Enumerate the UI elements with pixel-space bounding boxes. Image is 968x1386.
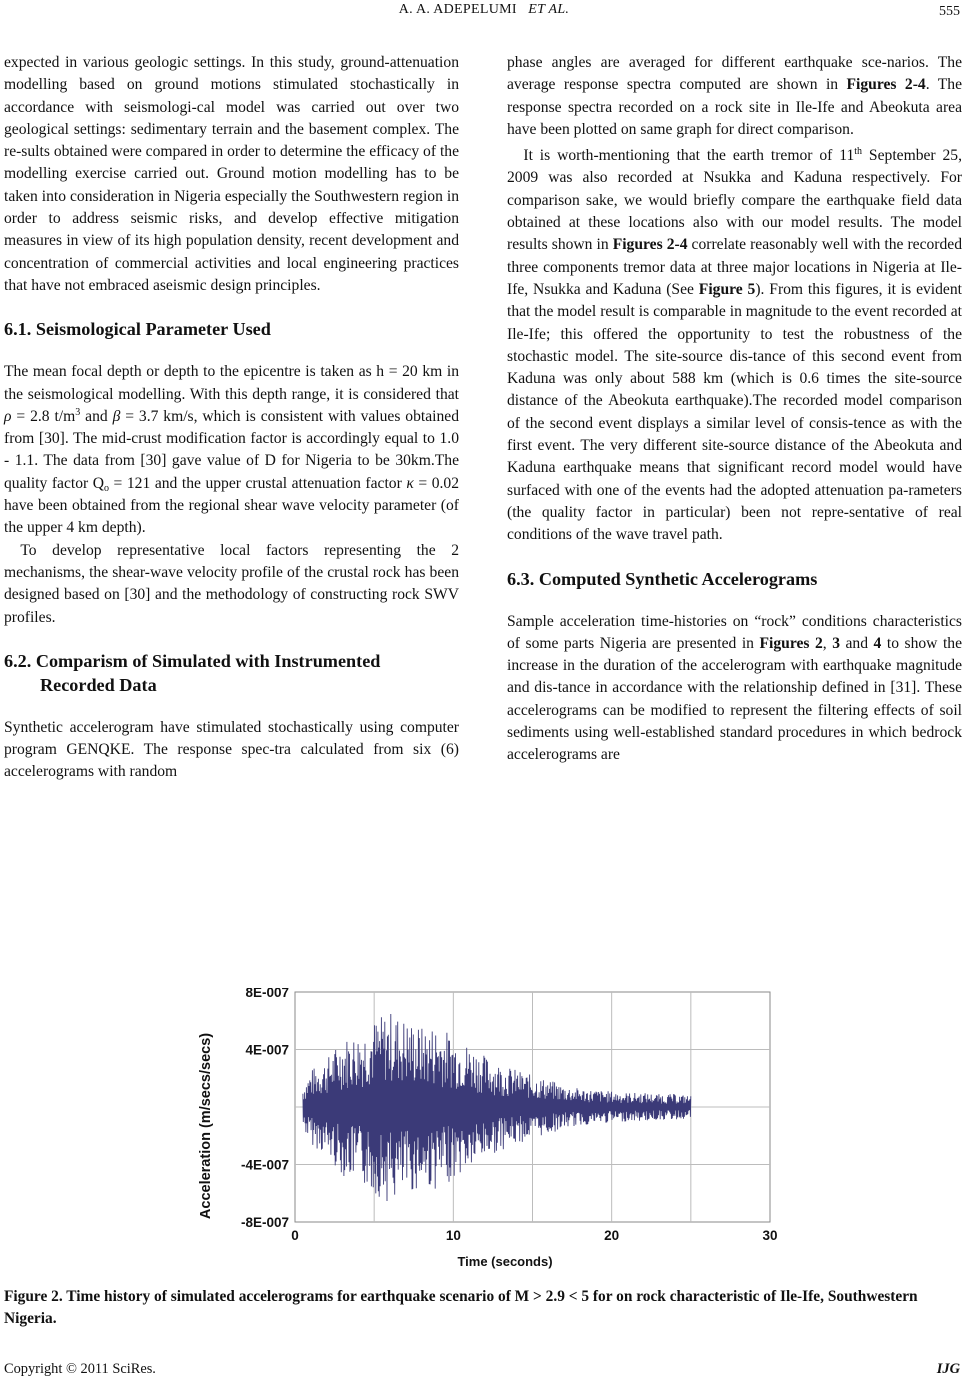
x-tick-label: 30 xyxy=(762,1228,778,1243)
y-tick-label: 4E-007 xyxy=(245,1042,289,1058)
section-heading-6-1: 6.1. Seismological Parameter Used xyxy=(4,319,271,340)
figure-reference[interactable]: Figures 2-4 xyxy=(612,236,688,254)
paragraph: Synthetic accelerogram have stimulated stochastically using computer program GENQKE. The response spec-tra calculated from six (6) accelerograms with random xyxy=(4,718,459,781)
figure-reference[interactable]: Figures 2 xyxy=(759,634,823,652)
section-heading-6-2: 6.2. Comparism of Simulated with Instrumented Recorded Data xyxy=(4,650,381,695)
journal-abbrev: IJG xyxy=(936,1361,960,1377)
et-al-text: ET AL. xyxy=(528,2,570,17)
x-axis-label: Time (seconds) xyxy=(457,1254,553,1269)
left-column xyxy=(4,52,459,784)
authors-text: A. A. ADEPELUMI xyxy=(398,2,517,17)
copyright-text: Copyright © 2011 SciRes. xyxy=(4,1361,156,1377)
x-tick-label: 20 xyxy=(604,1228,620,1243)
y-tick-label: -4E-007 xyxy=(240,1157,289,1173)
page-number: 555 xyxy=(939,4,960,19)
y-axis-label: Acceleration (m/secs/secs) xyxy=(198,1032,214,1220)
paragraph: expected in various geologic settings. In this study, ground-attenuation modelling based on ground motions stimulated stochastically in accordance with seismologi-cal model was carried out over two geological settings: sedimentary terrain and the basement complex. The re-sults obtained were compared in order to determine the efficacy of the modelling exercise carried out. Ground motion modelling has to be taken into consideration in Nigeria especially the Southwestern region in order to address seismic risks, and develop effective mitigation measures in view of its high population density, recent development and concentration of commercial activities and local engineering practices that have not embraced aseismic design principles. xyxy=(4,54,459,294)
y-tick-label: -8E-007 xyxy=(240,1215,289,1230)
section-heading-6-3: 6.3. Computed Synthetic Accelerograms xyxy=(507,568,818,589)
running-header-authors xyxy=(0,2,968,18)
x-tick-label: 10 xyxy=(445,1228,461,1243)
accelerogram-svg xyxy=(182,988,788,1278)
paragraph: Sample acceleration time-histories on “rock” conditions characteristics of some parts Nigeria are presented in Figures 2, 3 and 4 to show the increase in the duration of the accelerogram with earthquake magnitude and dis-tance in accordance with the relationship defined in [31]. These accelerograms can be modified to represent the filtering effects of soil sediments using well-established standard procedures in which bedrock accelerograms are xyxy=(507,612,962,764)
figure-reference[interactable]: Figures 2-4 xyxy=(846,76,926,94)
figure-reference[interactable]: 4 xyxy=(873,634,882,652)
figure-2-chart xyxy=(182,988,788,1278)
paragraph: It is worth-mentioning that the earth tremor of 11th September 25, 2009 was also recorded at Nsukka and Kaduna respectively. For comparison sake, we would briefly compare the earthquake field data obtained at these locations also with our model results. The model results shown in Figures 2-4 correlate reasonably well with the recorded three components tremor data at three major locations in Nigeria at Ile-Ife, Nsukka and Kaduna (See Figure 5). From this figures, it is evident that the model result is comparable in magnitude to the event recorded at Ile-Ife; this offered the opportunity to test the robustness of the stochastic model. The site-source dis-tance of this second event from Kaduna was only about 588 km (which is 0.6 times the site-source distance of the Abeokuta earthquake).The recorded model comparison of the second event displays a similar level of consis-tence as with the first event. The very different site-source distance of the Abeokuta and Kaduna earthquake means that significant record model would have surfaced with one of the events had the adopted attenuation pa-rameters (the quality factor in particular) been not repre-sentative of real conditions of the wave travel path. xyxy=(507,146,962,544)
paragraph: phase angles are averaged for different earthquake sce-narios. The average response spectra computed are shown in Figures 2-4. The response spectra recorded on a rock site in Ile-Ife and Abeokuta area have been plotted on same graph for direct comparison. xyxy=(507,54,962,138)
right-column xyxy=(507,52,962,767)
running-header xyxy=(0,2,968,22)
figure-caption: Figure 2. Time history of simulated accelerograms for earthquake scenario of M > 2.9 < 5 for on rock characteristic of Ile-Ife, Southwestern Nigeria. xyxy=(4,1288,918,1327)
y-tick-label: 8E-007 xyxy=(245,988,289,1000)
x-tick-label: 0 xyxy=(291,1228,299,1243)
paragraph: To develop representative local factors representing the 2 mechanisms, the shear-wave velocity profile of the crustal rock has been designed based on [30] and the methodology of constructing rock SWV profiles. xyxy=(4,541,459,626)
figure-reference[interactable]: 3 xyxy=(832,634,840,652)
figure-reference[interactable]: Figure 5 xyxy=(698,280,756,298)
paragraph: The mean focal depth or depth to the epicentre is taken as h = 20 km in the seismological modelling. With this depth range, it is considered that ρ = 2.8 $t/m^3$ and β = 3.7 km/s, which is consistent with values obtained from [30]. The mid-crust modification factor is accordingly equal to 1.0 - 1.1. The data from [30] gave value of D for Nigeria to be 30km.The quality factor $Q_o = 121$ and the upper crustal attenuation factor κ = 0.02 have been obtained from the regional shear wave velocity parameter (of the upper 4 km depth). xyxy=(4,363,460,537)
